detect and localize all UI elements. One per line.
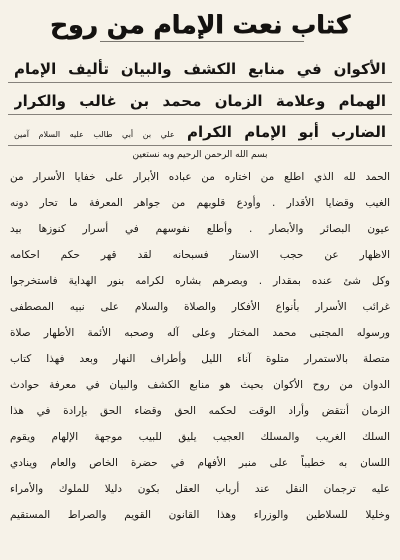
title-underline [100, 41, 304, 42]
heading-line-3-text: الضارب أبو الإمام الكرام [186, 123, 386, 141]
body-line: اللسان به خطيباً على منبر الأفهام في حضرة الخاص والعام وينادي [10, 457, 390, 469]
body-line: وكل شئ عنده بمقدار . وبصرهم بشاره لكرامه بنور الهداية فاستخرجوا [10, 275, 390, 287]
heading-line-1-text: الأكوان في منابع الكشف والبيان تأليف الإمام [14, 60, 386, 78]
body-line: ورسوله المجتبى محمد المختار وعلى آله وصحبه الأئمة الأطهار صلاة [10, 327, 390, 339]
body-line: متصلة بالاستمرار متلوة آناء الليل وأطراف النهار وبعد فهذا كتاب [10, 353, 390, 365]
body-line: الحمد لله الذي اطلع من اختاره من عباده الأبرار على خفايا الأسرار من [10, 171, 390, 183]
body-line: الدوان من روح الأكوان بحيث هو منابع الكشف والبيان في معرفة حوادث [10, 379, 390, 391]
heading-line-2 [14, 88, 386, 114]
heading-line-1 [14, 56, 386, 82]
body-line: السلك الغريب والمسلك العجيب يليق للبيب موجهة الإلهام ويقوم [10, 431, 390, 443]
body-line: غرائب الأسرار بأنواع الأفكار والصلاة والسلام على نبيه المصطفى [10, 301, 390, 313]
book-title: كتاب نعت الإمام من روح [49, 10, 351, 39]
body-line: الغيب وقضايا الأقدار . وأودع قلوبهم من جواهر المعرفة ما تحار دونه [10, 197, 390, 209]
body-line: الزمان أنتقض وأراد الوقت لحكمه الحق وقضاء الحق بإرادة في هذا [10, 405, 390, 417]
heading-line-3-small: علي بن أبي طالب عليه السلام آمين [14, 130, 175, 139]
heading-line-2-rule [8, 114, 392, 115]
body-line: وخليلا للسلاطين والوزراء وهذا القانون القويم والصراط المستقيم [10, 509, 390, 521]
body-line: عليه ترجمان النقل عند أرباب العقل بكون دليلا للملوك والأمراء [10, 483, 390, 495]
heading-line-3 [14, 119, 386, 145]
heading-line-3-rule [8, 145, 392, 146]
body-line: عيون البصائر والأبصار . وأطلع نفوسهم في أسرار كنوزها بيد [10, 223, 390, 235]
basmala: بسم الله الرحمن الرحيم وبه نستعين [132, 150, 268, 160]
heading-line-2-text: الهمام وعلامة الزمان محمد بن غالب والكرار [14, 92, 386, 110]
heading-line-1-rule [8, 82, 392, 83]
body-line: الاظهار عن حجب الاستار فسبحانه لقد قهر حكم احكامه [10, 249, 390, 261]
